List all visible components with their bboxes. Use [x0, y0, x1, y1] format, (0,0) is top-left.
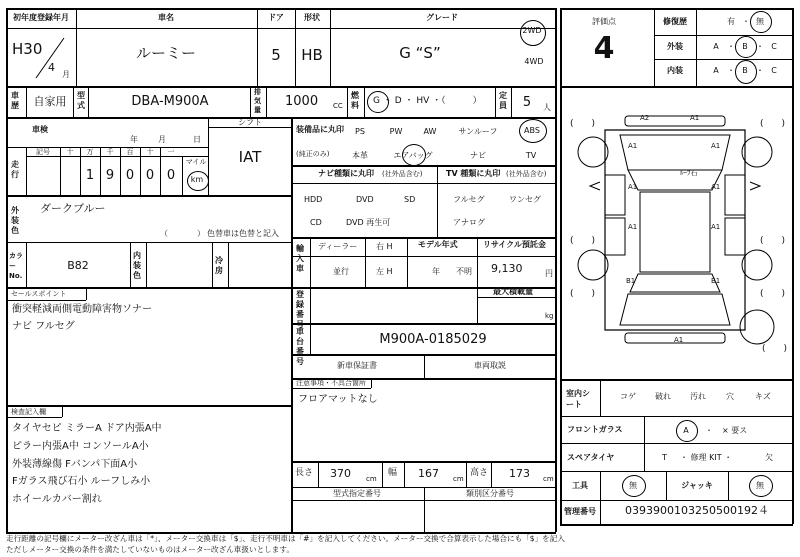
notes-label: 注意事項・不具合箇所 — [296, 379, 366, 387]
mileage-digit-4: 0 — [166, 168, 176, 183]
drive-2wd: 2WD — [522, 26, 542, 35]
footer-line-2: ただしメーター交換の条件を満たしていないものはメーター改ざん車扱いとします。 — [6, 545, 294, 554]
footer-line-1: 走行距離の記号欄にメーター改ざん車は「*」、メーター交換車は「$」、走行不明車は「#」を記入してください。メーター交換で合算表示した場合にも「$」を記入 — [6, 534, 565, 543]
inspector-line-0: タイヤセピ ミラーA ドア内張A中 — [12, 423, 162, 434]
drive-4wd: 4WD — [524, 57, 544, 66]
mark-a1-r1: A1 — [711, 142, 721, 150]
seat-stain: 汚れ — [690, 392, 706, 401]
sales-line-0: 衝突軽減両側電動障害物ソナー — [12, 304, 152, 315]
exterior-c: C — [771, 42, 777, 51]
shape-label: 形状 — [304, 13, 320, 22]
seat-tear: 破れ — [655, 392, 671, 401]
recycle-value: 9,130 — [491, 262, 523, 275]
tv-oneseg: ワンセグ — [509, 195, 541, 204]
glass-dot: ・ — [705, 426, 713, 435]
navi-sub: (社外品含む) — [382, 170, 423, 178]
import-right: 右 H — [376, 242, 393, 251]
interior-dot1: ・ — [727, 66, 735, 75]
glass-replace: × 要ス — [722, 426, 748, 435]
body-shape: HB — [301, 46, 323, 64]
color-code-label: カラーNo. — [9, 252, 23, 280]
digit-label-1: 万 — [86, 148, 94, 156]
equipment-label: 装備品に丸印 — [296, 125, 344, 134]
mgmt-label: 管理番号 — [564, 507, 596, 516]
equip-ps: PS — [355, 127, 365, 136]
notes-value: フロアマットなし — [298, 394, 378, 405]
mark-a1-bottom: A1 — [674, 336, 684, 344]
door-count: 5 — [271, 46, 281, 64]
mileage-label: 走行 — [11, 160, 19, 179]
seat-hole: 穴 — [726, 392, 734, 401]
color-note-open: （ — [160, 229, 168, 238]
new-car-warranty: 新車保証書 — [337, 361, 377, 370]
equip-leather: 本革 — [352, 151, 368, 160]
interior-label: 内装 — [667, 66, 683, 75]
equip-aw: AW — [423, 127, 437, 136]
cc-unit: CC — [333, 102, 343, 110]
shift-value: IAT — [238, 148, 262, 166]
height-label: 高さ — [470, 468, 489, 478]
class-number-label: 類別区分番号 — [466, 489, 514, 498]
interior-dot2: ・ — [756, 66, 764, 75]
km-label: km — [190, 175, 204, 184]
type-designation-label: 型式指定番号 — [333, 489, 381, 498]
inspector-line-1: ピラー内張A中 コンソールA小 — [12, 441, 149, 452]
chassis-number: M900A-0185029 — [379, 332, 487, 347]
color-note: 色替車は色替と記入 — [207, 229, 279, 238]
model-year-unknown: 不明 — [456, 267, 472, 276]
door-label: ドア — [268, 13, 284, 22]
mark-b1-r: B1 — [711, 277, 721, 285]
yen-unit: 円 — [545, 269, 553, 278]
jack-value: 無 — [756, 481, 764, 490]
recycle-label: リサイクル預託金 — [483, 240, 546, 249]
navi-hdd: HDD — [304, 195, 323, 204]
repair-label: 修復歴 — [663, 17, 687, 26]
first-reg-label: 初年度登録年月 — [13, 13, 69, 22]
mark-a1-l3: A1 — [628, 223, 638, 231]
repair-no: 無 — [756, 17, 764, 26]
model-label: 型式 — [77, 91, 85, 110]
navi-dvd-play: DVD 再生可 — [346, 218, 391, 227]
digit-label-3: 百 — [126, 148, 134, 156]
seat-burn: コゲ — [620, 392, 636, 401]
inspector-line-4: ホイールカバー割れ — [12, 494, 102, 505]
spare-label: スペアタイヤ — [567, 453, 615, 462]
digit-label-0: 十 — [66, 148, 74, 156]
digit-label-4: 十 — [146, 148, 154, 156]
glass-label: フロントガラス — [567, 425, 623, 434]
tv-sub: (社外品含む) — [506, 170, 547, 178]
exterior-label: 外装 — [667, 42, 683, 51]
usage-label: 車歴 — [11, 91, 19, 110]
height-unit: cm — [543, 475, 554, 483]
displacement: 1000 — [285, 94, 319, 109]
tv-label: TV 種類に丸印 — [446, 169, 501, 178]
record-label: 記号 — [36, 148, 50, 156]
capacity-label: 定員 — [499, 91, 507, 110]
exterior-dot1: ・ — [727, 42, 735, 51]
chassis-label: 車台番号 — [296, 327, 304, 366]
digit-label-2: 千 — [106, 148, 114, 156]
color-value: ダークブルー — [40, 202, 106, 215]
score: 4 — [593, 31, 615, 66]
equip-sunroof: サンルーフ — [458, 127, 498, 136]
seat-scratch: キズ — [755, 392, 771, 401]
import-parallel: 並行 — [333, 267, 349, 276]
mile-label: マイル — [185, 158, 207, 166]
import-left: 左 H — [376, 267, 393, 276]
exterior-dot2: ・ — [756, 42, 764, 51]
mark-b1-l: B1 — [626, 277, 636, 285]
fuel-options: G ・ D ・ HV ・（ ） — [373, 96, 482, 106]
mark-a1-top: A1 — [690, 114, 700, 122]
navi-label: ナビ種類に丸印 — [318, 169, 374, 178]
spare-t: T — [662, 453, 667, 462]
interior-b: B — [742, 66, 748, 75]
mark-a1-r3: A1 — [711, 223, 721, 231]
navi-dvd: DVD — [356, 195, 374, 204]
tools-label: 工具 — [572, 481, 588, 490]
spare-kit: ・ 修理 KIT ・ — [680, 453, 733, 462]
import-dealer: ディーラー — [318, 242, 358, 251]
month-unit: 月 — [62, 70, 70, 79]
inspector-line-2: 外装薄線傷 Fバンパ下面A小 — [12, 459, 138, 470]
repair-yes: 有 — [727, 17, 735, 26]
model-year-label: モデル年式 — [418, 240, 458, 249]
person-unit: 人 — [543, 103, 551, 112]
color-note-close: ） — [197, 229, 205, 238]
interior-a: A — [713, 66, 719, 75]
car-name-label: 車名 — [158, 13, 174, 22]
width-unit: cm — [453, 475, 464, 483]
jack-label: ジャッキ — [681, 481, 713, 490]
vehicle-manual: 車両取説 — [474, 361, 506, 370]
displacement-label: 排気量 — [254, 88, 261, 114]
mileage-digit-2: 0 — [125, 168, 135, 183]
width-label: 幅 — [388, 468, 398, 478]
shaken-year-unit: 年 — [130, 135, 138, 144]
ac-label: 冷房 — [215, 256, 223, 275]
equip-airbag: エアバッグ — [393, 151, 433, 160]
length-unit: cm — [366, 475, 377, 483]
mgmt-number: 0393900103250500192４ — [625, 504, 769, 517]
tv-analog: アナログ — [453, 218, 485, 227]
equipment-sub-label: (純正のみ) — [296, 150, 330, 158]
shaken-label: 車検 — [32, 125, 48, 134]
mileage-digit-3: 0 — [145, 168, 155, 183]
equip-tv: TV — [525, 151, 537, 160]
navi-cd: CD — [310, 218, 322, 227]
tools-value: 無 — [629, 481, 637, 490]
exterior-a: A — [713, 42, 719, 51]
capacity: 5 — [522, 95, 532, 110]
mark-a1-r2: A1 — [711, 183, 721, 191]
first-reg-year: H30 — [12, 40, 43, 58]
shift-label: シフト — [238, 118, 262, 127]
usage: 自家用 — [33, 95, 67, 108]
repair-dot: ・ — [742, 17, 750, 26]
equip-pw: PW — [389, 127, 403, 136]
width-value: 167 — [418, 467, 439, 480]
model-code: DBA-M900A — [131, 94, 209, 109]
height-value: 173 — [509, 467, 530, 480]
navi-sd: SD — [404, 195, 416, 204]
length-label: 長さ — [295, 468, 314, 478]
sales-line-1: ナビ フルセグ — [12, 321, 75, 332]
kg-unit: kg — [545, 312, 554, 320]
max-load-label: 最大積載量 — [493, 287, 533, 296]
equip-navi: ナビ — [470, 151, 486, 160]
inspector-line-3: Fガラス飛び石小 ルーフしみ小 — [12, 476, 151, 487]
mileage-digit-1: 9 — [105, 168, 115, 183]
fuel-label: 燃料 — [351, 91, 359, 110]
sales-point-label: セールスポイント — [11, 290, 67, 298]
mark-roof: ﾙｰﾌ石 — [680, 169, 698, 177]
import-label: 輸入車 — [296, 244, 304, 273]
equip-abs: ABS — [524, 126, 540, 135]
seat-label: 室内シート — [566, 389, 590, 409]
model-year-unit: 年 — [432, 267, 440, 276]
reg-number-label: 登録番号 — [296, 290, 304, 329]
color-code: B82 — [67, 259, 89, 272]
length-value: 370 — [330, 467, 351, 480]
glass-a: A — [683, 426, 689, 435]
color-label: 外装色 — [11, 206, 19, 235]
shaken-month-unit: 月 — [158, 135, 166, 144]
interior-c: C — [771, 66, 777, 75]
interior-color-label: 内装色 — [133, 251, 141, 280]
tv-fullseg: フルセグ — [453, 195, 485, 204]
inspector-label: 検査記入欄 — [11, 408, 46, 416]
mark-a1-l1: A1 — [628, 142, 638, 150]
mark-a2: A2 — [640, 114, 650, 122]
first-reg-month: 4 — [48, 61, 55, 74]
mileage-digit-0: 1 — [85, 168, 95, 183]
grade-label: グレード — [426, 13, 458, 22]
score-label: 評価点 — [592, 17, 616, 26]
shaken-day-unit: 日 — [193, 135, 201, 144]
exterior-b: B — [742, 42, 748, 51]
mark-a1-l2: A1 — [628, 183, 638, 191]
grade: G “S” — [399, 44, 441, 62]
car-name: ルーミー — [135, 44, 197, 62]
digit-label-5: 一 — [167, 148, 175, 156]
spare-none: 欠 — [765, 453, 773, 462]
